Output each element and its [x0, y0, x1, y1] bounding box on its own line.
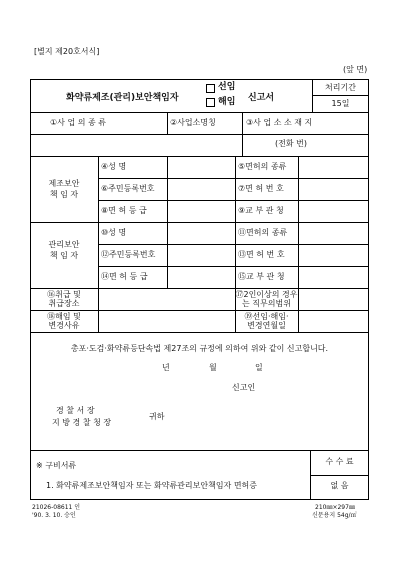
footer-paper-size: 210㎜×297㎜ [315, 504, 355, 511]
attachment-item-1: 1. 화약류제조보안책임자 또는 화약류관리보안책임자 면허증 [46, 481, 258, 490]
processing-period-label: 처리기간 [325, 83, 356, 92]
mgmt-license-no-label: ⑬면 허 번 호 [238, 250, 285, 259]
management-officer-label-2: 책 임 자 [49, 251, 79, 260]
manufacturing-officer-label-2: 책 임 자 [49, 190, 79, 199]
recipient-provincial-police: 지 방 경 찰 청 장 [52, 418, 112, 427]
appoint-date-label-2: 변경연월일 [247, 321, 286, 330]
business-name-label: ②사업소명칭 [170, 118, 216, 127]
footer-approval-date: '90. 3. 10. 승인 [32, 512, 76, 519]
two-or-more-label-2: 는 직무의범위 [242, 299, 291, 308]
attachments-header: ※ 구비서류 [36, 461, 77, 470]
footer-paper-type: 신문용지 54g/㎡ [312, 512, 357, 519]
footer-form-code: 21026-08611 인 [32, 504, 81, 511]
mgmt-license-type-label: ⑪면허의 종류 [238, 228, 288, 237]
manufacturing-officer-label-1: 제조보안 [48, 179, 80, 188]
dismiss-option-label: 해임 [218, 97, 236, 107]
mfg-issuing-office-label: ⑨교 부 관 청 [238, 206, 284, 215]
appoint-option-label: 선임 [218, 82, 236, 92]
two-or-more-label-1: ⑰2인이상의 경우 [235, 290, 298, 299]
recipient-police-station: 경 찰 서 장 [56, 406, 95, 415]
fee-value: 없 음 [330, 481, 349, 490]
appoint-date-label-1: ⑲선임·해임· [244, 312, 289, 321]
declaration-statement: 총포·도검·화약류등단속법 제27조의 규정에 의하여 위와 같이 신고합니다. [70, 344, 329, 353]
date-year: 년 [162, 363, 170, 372]
form-title: 화약류제조(관리)보안책임자 [66, 93, 179, 103]
phone-label: (전화 번) [275, 139, 307, 148]
handling-place-label-2: 취급장소 [48, 299, 80, 308]
mfg-license-grade-label: ⑧면 허 등 급 [101, 206, 147, 215]
business-address-label: ③사 업 소 소 재 지 [246, 118, 313, 127]
dismiss-checkbox[interactable] [206, 98, 215, 107]
mfg-name-label: ④성 명 [101, 162, 127, 171]
page-side-label: (앞 면) [343, 65, 368, 74]
dismissal-reason-label-1: ⑱해임 및 [47, 312, 81, 321]
mgmt-issuing-office-label: ⑮교 부 관 청 [238, 272, 285, 281]
processing-period-value: 15일 [331, 99, 350, 108]
declarant-label: 신고인 [232, 383, 256, 392]
handling-place-label-1: ⑯취급 및 [47, 290, 81, 299]
form-number: [별지 제20호서식] [34, 47, 100, 56]
dismissal-reason-label-2: 변경사유 [48, 321, 80, 330]
mfg-license-no-label: ⑦면 허 번 호 [238, 184, 284, 193]
date-month: 월 [209, 363, 217, 372]
mfg-resident-no-label: ⑥주민등록번호 [101, 184, 155, 193]
mgmt-license-grade-label: ⑭면 허 등 급 [101, 272, 148, 281]
mgmt-resident-no-label: ⑫주민등록번호 [101, 250, 156, 259]
mfg-license-type-label: ⑤면허의 종류 [238, 162, 287, 171]
business-type-label: ①사 업 의 종 류 [50, 118, 106, 127]
title-suffix: 신고서 [248, 93, 275, 103]
appoint-checkbox[interactable] [206, 84, 215, 93]
honorific: 귀하 [149, 412, 165, 421]
fee-label: 수 수 료 [325, 457, 354, 466]
management-officer-label-1: 관리보안 [48, 240, 80, 249]
date-day: 일 [255, 363, 263, 372]
mgmt-name-label: ⑩성 명 [101, 228, 127, 237]
